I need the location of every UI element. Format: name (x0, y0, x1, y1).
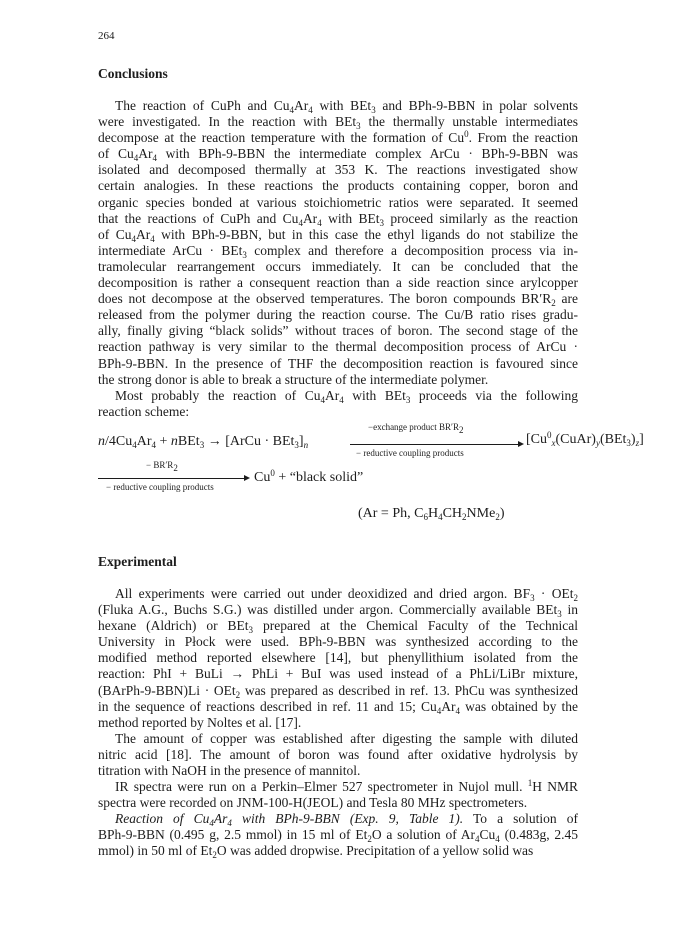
reaction-scheme (98, 420, 644, 540)
text-line: The reaction of CuPh and $Cu_4Ar_4$ with BEt$_3$ and BPh-9-BBN in polar solvents (115, 98, 578, 115)
text-line: modified method reported elsewhere [14], but phenyllithium isolated from the (98, 650, 578, 666)
scheme-note: (Ar = Ph, $C_6H_4CH_2NMe_2$) (358, 506, 505, 522)
text-line: titration with NaOH in the presence of mannitol. (98, 763, 361, 779)
text-line: does not decompose at the observed temperatures. The boron compounds $BR'R_2$ are (98, 291, 578, 308)
page-number: 264 (98, 30, 115, 42)
scheme-arrow2-above: − $BR'R_2$ (146, 460, 178, 473)
text-line: spectra were recorded on JNM-100-H(JEOL) and Tesla 80 MHz spectrometers. (98, 795, 528, 811)
text-line: Reaction of $Cu_4Ar_4$ with BPh-9-BBN (Exp. 9, Table 1). To a solution of (115, 811, 578, 828)
experimental-paragraph-1 (98, 586, 578, 731)
text-line: certain analogies. In these reactions the products containing copper, boron and (98, 178, 578, 194)
experimental-paragraph-4 (98, 811, 578, 859)
text-line: method reported by Noltes et al. [17]. (98, 714, 302, 730)
text-line: organic species bonded at various stoichiometric ratios were separated. It seemed (98, 194, 578, 210)
text-line: All experiments were carried out under deoxidized and dried argon. $BF_3 \cdot OEt_2$ (115, 586, 578, 603)
text-line: nitric acid [18]. The amount of boron was found after oxidative hydrolysis by (98, 747, 578, 763)
text-line: The amount of copper was established after digesting the sample with diluted (115, 731, 578, 746)
scheme-reactants: $n/4Cu_4Ar_4$ + nBEt$_3$ → [ArCu · $BEt_3]_n$ (98, 434, 309, 450)
text-line: (BArPh-9-BBN)Li · OEt$_2$ was prepared as described in ref. 13. PhCu was synthesized (98, 682, 578, 699)
text-line: Most probably the reaction of $Cu_4Ar_4$ with BEt$_3$ proceeds via the following (115, 388, 578, 405)
reaction-arrow-2-head (244, 475, 250, 481)
experimental-paragraph-3 (98, 779, 578, 811)
reaction-arrow-1-head (518, 441, 524, 447)
scheme-arrow1-above: −exchange product $BR'R_2$ (368, 422, 464, 435)
text-line: BPh-9-BBN (0.495 g, 2.5 mmol) in 15 ml of $Et_2O$ a solution of $Ar_4Cu_4$ (0.483g, 2.45 (98, 827, 578, 844)
conclusions-paragraph-2 (98, 388, 578, 420)
reaction-arrow-1 (350, 444, 520, 445)
text-line: hexane (Aldrich) or BEt$_3$ prepared at the Chemical Faculty of the Technical (98, 618, 578, 635)
text-line: of $Cu_4Ar_4$ with BPh-9-BBN, but in this case the ethyl ligands do not stabilize the (98, 226, 578, 243)
text-line: ally, finally giving “black solids” without traces of boron. The second stage of the (98, 323, 578, 339)
text-line: reaction: PhI + BuLi → PhLi + BuI was used instead of a PhLi/LiBr mixture, (98, 666, 578, 682)
text-line: released from the polymer during the reaction course. The Cu/B ratio rises gradu- (98, 307, 578, 323)
text-line: reaction pathway is very similar to the thermal decomposition process of ArCu · (98, 339, 578, 355)
text-line: (Fluka A.G., Buchs S.G.) was distilled under argon. Commercially available BEt$_3$ in (98, 602, 578, 619)
text-line: isolated and decomposed thermally at 353 K. The reactions investigated show (98, 162, 578, 178)
reaction-arrow-2 (98, 478, 246, 479)
scheme-product-1: $[Cu^0_x(CuAr)_y(BEt_3)_z]$ (526, 430, 644, 448)
scheme-arrow1-below: − reductive coupling products (356, 448, 464, 458)
text-line: decomposition is rather a consequent reaction than a side reaction since arylcopper (98, 275, 578, 291)
text-line: in the sequence of reactions described in ref. 11 and 15; $Cu_4Ar_4$ was obtained by the (98, 698, 578, 715)
text-line: mmol) in 50 ml of $Et_2O$ was added dropwise. Precipitation of a yellow solid was (98, 843, 534, 860)
text-line: that the reactions of CuPh and $Cu_4Ar_4$ with BEt$_3$ proceed similarly as the reaction (98, 210, 578, 227)
text-line: IR spectra were run on a Perkin–Elmer 527 spectrometer in Nujol mull. $^1$H NMR (115, 779, 578, 794)
text-line: of $Cu_4Ar_4$ with BPh-9-BBN the intermediate complex ArCu · BPh-9-BBN was (98, 146, 578, 163)
conclusions-paragraph-1 (98, 98, 578, 388)
text-line: were investigated. In the reaction with BEt$_3$ the thermally unstable intermediates (98, 114, 578, 131)
text-line: intermediate ArCu · BEt$_3$ complex and therefore a decomposition process via in- (98, 242, 578, 259)
experimental-heading: Experimental (98, 554, 177, 569)
conclusions-heading: Conclusions (98, 66, 168, 81)
text-line: University in Płock were used. BPh-9-BBN was synthesized according to the (98, 634, 578, 650)
text-line: reaction scheme: (98, 404, 190, 420)
text-line: the strong donor is able to break a structure of the intermediate polymer. (98, 371, 489, 387)
experimental-paragraph-2 (98, 731, 578, 779)
scheme-product-2: $Cu^0$ + “black solid” (254, 468, 364, 485)
text-line: decompose at the reaction temperature with the formation of Cu$^0$. From the reaction (98, 130, 578, 146)
text-line: BPh-9-BBN. In the presence of THF the decomposition reaction is favoured since (98, 355, 578, 371)
scheme-arrow2-below: − reductive coupling products (106, 482, 214, 492)
text-line: tramolecular rearrangement occurs immediately. It can be concluded that the (98, 258, 578, 274)
